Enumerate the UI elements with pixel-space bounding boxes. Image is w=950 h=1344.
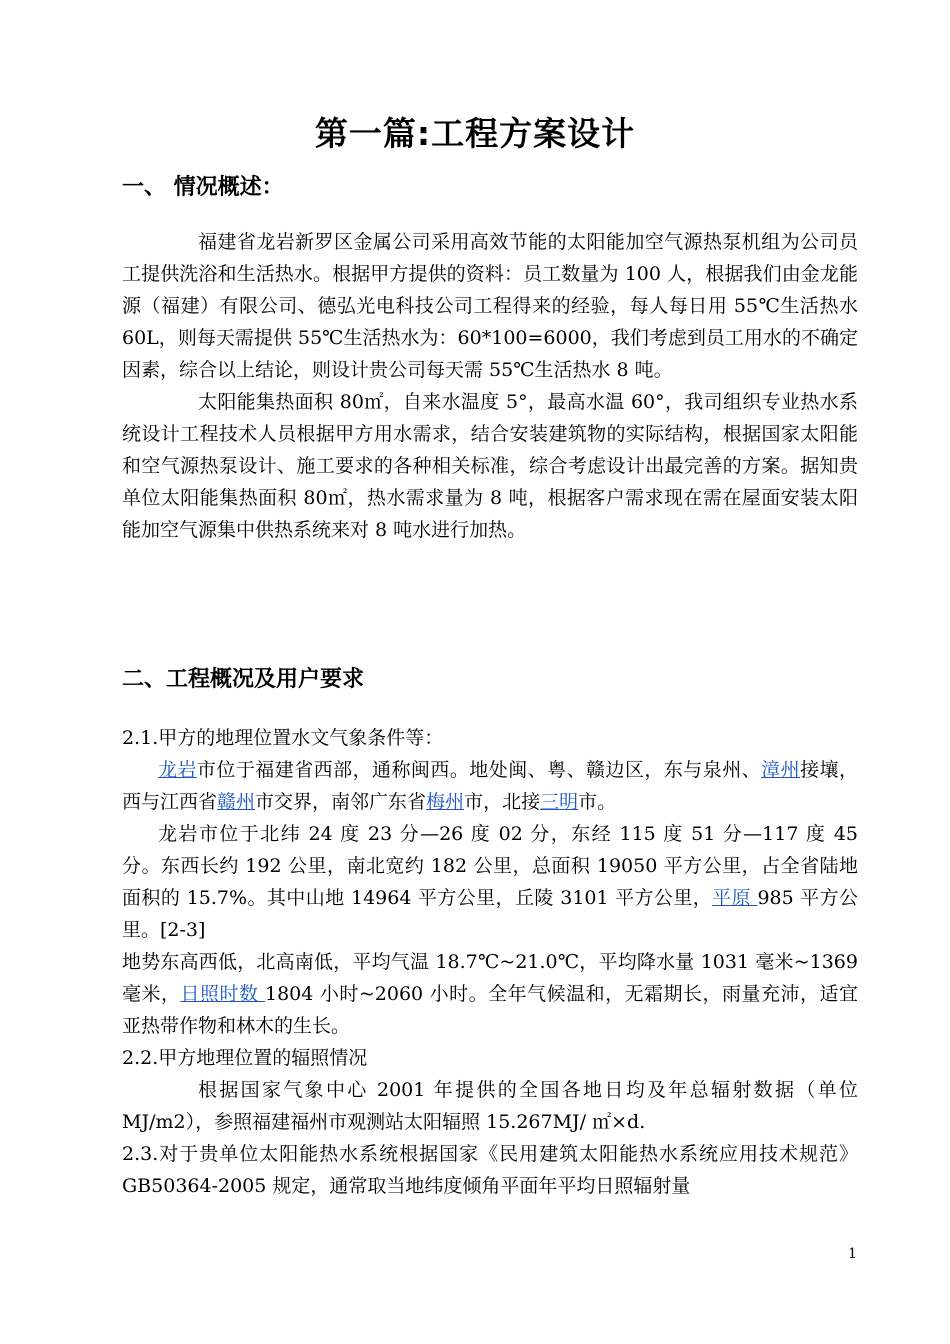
geo-text-1: 市位于福建省西部，通称闽西。地处闽、粤、赣边区，东与泉州、 (196, 759, 762, 781)
subsection-2-1-title: 2.1.甲方的地理位置水文气象条件等： (122, 727, 444, 749)
link-zhangzhou[interactable]: 漳州 (761, 759, 801, 781)
section1-heading: 一、 情况概述： (122, 175, 284, 200)
link-plain[interactable]: 平原 (712, 887, 758, 909)
geo-text-2: 接壤，西与江西省 (122, 759, 858, 813)
link-ganzhou[interactable]: 赣州 (217, 791, 256, 813)
section2-body (122, 722, 858, 1202)
section2-heading: 二、工程概况及用户要求 (122, 667, 365, 692)
link-sanming[interactable]: 三明 (540, 791, 579, 813)
section1-paragraph-2: 太阳能集热面积 80㎡，自来水温度 5°，最高水温 60°，我司组织专业热水系统设计工程技术人员根据甲方用水需求，结合安装建筑物的实际结构，根据国家太阳能和空气源热泵设计、施工要求的各种相关标准，综合考虑设计出最完善的方案。据知贵单位太阳能集热面积 80㎡，热水需求量为 8 吨，根据客户需求现在需在屋面安装太阳能加空气源集中供热系统来对 8 吨水进行加热。 (122, 391, 858, 541)
geo-paragraph (122, 754, 858, 818)
geo-text-4: 市，北接 (464, 791, 541, 813)
climate-paragraph (122, 946, 858, 1042)
climate-text-2: 1804 小时~2060 小时。全年气候温和，无霜期长，雨量充沛，适宜亚热带作物和林木的生长。 (122, 983, 858, 1037)
area-paragraph (122, 818, 858, 946)
area-text-2: 985 平方公里。[2-3] (122, 887, 859, 941)
link-sunshine-hours[interactable]: 日照时数 (180, 983, 265, 1005)
climate-text-1: 地势东高西低，北高南低，平均气温 18.7℃~21.0℃，平均降水量 1031 毫米~1369 毫米， (122, 951, 858, 1005)
geo-text-5: 市。 (578, 791, 617, 813)
subsection-2-2-body: 根据国家气象中心 2001 年提供的全国各地日均及年总辐射数据（单位 MJ/m2），参照福建福州市观测站太阳辐照 15.267MJ/ ㎡×d. (122, 1079, 858, 1133)
subsection-2-3-body: 2.3.对于贵单位太阳能热水系统根据国家《民用建筑太阳能热水系统应用技术规范》GB50364-2005 规定，通常取当地纬度倾角平面年平均日照辐射量 (122, 1143, 858, 1197)
link-longyan[interactable]: 龙岩 (158, 759, 197, 781)
page-number: 1 (848, 1246, 857, 1262)
subsection-2-2-title: 2.2.甲方地理位置的辐照情况 (122, 1047, 368, 1069)
section1-paragraph-1: 福建省龙岩新罗区金属公司采用高效节能的太阳能加空气源热泵机组为公司员工提供洗浴和生活热水。根据甲方提供的资料：员工数量为 100 人，根据我们由金龙能源（福建）有限公司、德弘光电科技公司工程得来的经验，每人每日用 55℃生活热水 60L，则每天需提供 55℃生活热水为：60*100=6000，我们考虑到员工用水的不确定因素，综合以上结论，则设计贵公司每天需 55℃生活热水 8 吨。 (122, 231, 858, 381)
section1-body (122, 226, 858, 546)
area-text-1: 龙岩市位于北纬 24 度 23 分—26 度 02 分，东经 115 度 51 分—117 度 45 分。东西长约 192 公里，南北宽约 182 公里，总面积 19050 平方公里，占全省陆地面积的 15.7%。其中山地 14964 平方公里，丘陵 3101 平方公里， (122, 823, 858, 909)
page-title: 第一篇:工程方案设计 (314, 114, 636, 153)
geo-text-3: 市交界，南邻广东省 (255, 791, 427, 813)
link-meizhou[interactable]: 梅州 (426, 791, 465, 813)
